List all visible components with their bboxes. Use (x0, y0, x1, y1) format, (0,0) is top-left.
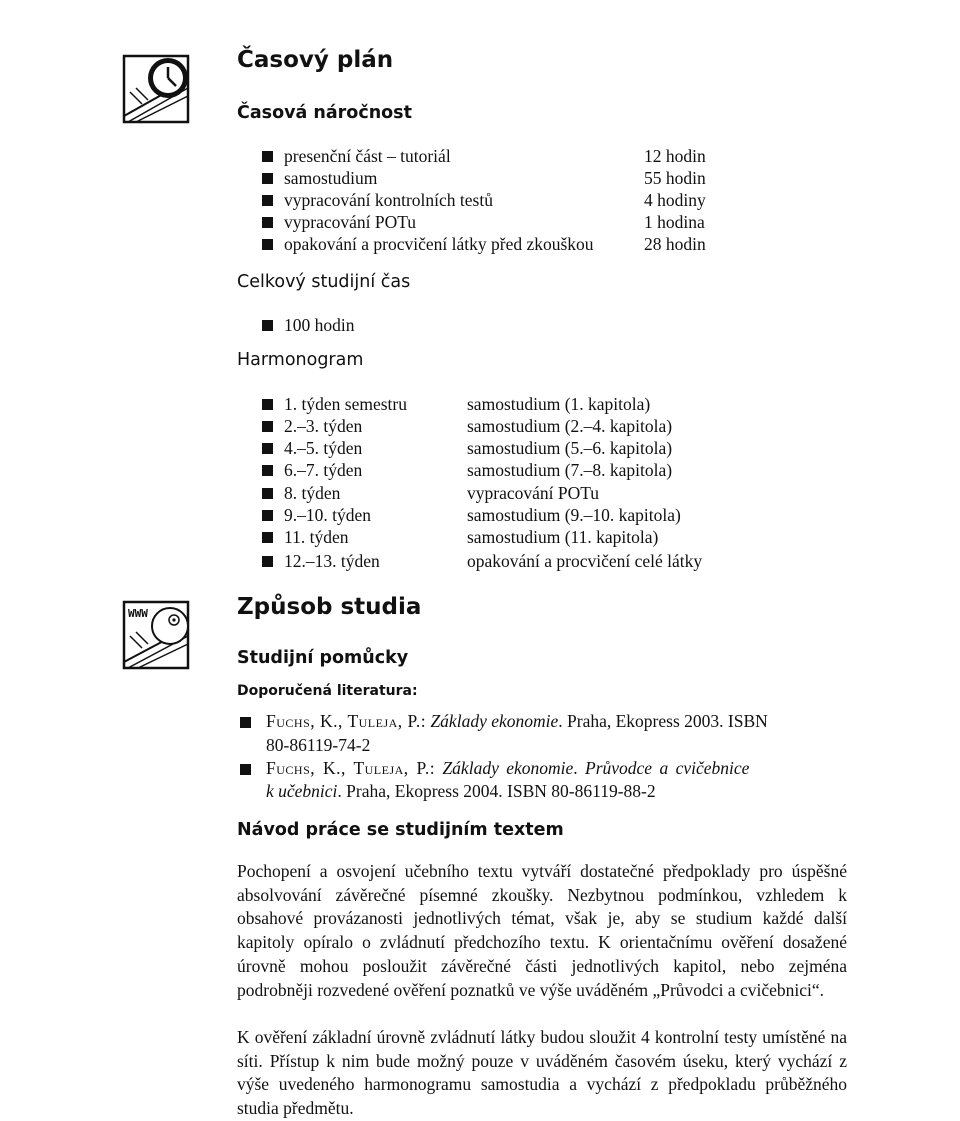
harmonogram-task: samostudium (2.–4. kapitola) (467, 416, 673, 436)
page-title: Časový plán (237, 47, 394, 73)
guide-paragraph-1: Pochopení a osvojení učebního textu vytváří dostatečné předpoklady pro úspěšné absolvování závěrečné písemné zkoušky. Nezbytnou podmínkou, vzhledem k obsahové provázanosti jednotlivých témat, však je, aby se studium každé další kapitoly opíralo o zvládnutí předchozího textu. K orientačnímu ověření dosažené úrovně mohou posloužit závěrečné části jednotlivých kapitol, nebo zejména podrobněji rozvedené ověření poznatků ve výše uváděném „Průvodci a cvičebnici“. (237, 861, 847, 1000)
harmonogram-week: 12.–13. týden (284, 551, 380, 571)
harmonogram-task: samostudium (9.–10. kapitola) (467, 505, 681, 525)
bullet-icon (262, 173, 273, 184)
bullet-icon (262, 239, 273, 250)
bullet-icon (262, 421, 273, 432)
total-heading: Celkový studijní čas (237, 272, 411, 292)
clock-on-book-icon (120, 52, 200, 132)
effort-item-hours: 28 hodin (644, 234, 706, 254)
literature-item (266, 710, 768, 732)
harmonogram-task: samostudium (5.–6. kapitola) (467, 438, 673, 458)
bullet-icon (240, 717, 251, 728)
literature-title: Základy ekonomie (430, 711, 559, 731)
effort-item-label: vypracování POTu (284, 212, 417, 232)
literature-item-cont (266, 780, 656, 802)
harmonogram-week: 2.–3. týden (284, 416, 363, 436)
literature-subtitle-cont: k učebnici (266, 781, 338, 801)
harmonogram-week: 1. týden semestru (284, 394, 407, 414)
guide-heading: Návod práce se studijním textem (237, 820, 564, 840)
effort-item-label: samostudium (284, 168, 378, 188)
effort-item-label: presenční část – tutoriál (284, 146, 451, 166)
bullet-icon (262, 151, 273, 162)
effort-heading: Časová náročnost (237, 103, 412, 123)
bullet-icon (262, 465, 273, 476)
bullet-icon (262, 443, 273, 454)
literature-isbn: 80-86119-74-2 (266, 735, 371, 755)
harmonogram-task: vypracování POTu (467, 483, 600, 503)
literature-publisher: . Praha, Ekopress 2004. ISBN 80-86119-88-2 (337, 781, 656, 801)
literature-publisher: . Praha, Ekopress 2003. ISBN (558, 711, 768, 731)
bullet-icon (262, 217, 273, 228)
bullet-icon (262, 510, 273, 521)
literature-item: Fuchs, K., Tuleja, P.: Základy ekonomie. Průvodce a cvičebnice (266, 758, 750, 778)
effort-item-hours: 1 hodina (644, 212, 705, 232)
harmonogram-week: 9.–10. týden (284, 505, 372, 525)
bullet-icon (262, 399, 273, 410)
harmonogram-task: samostudium (1. kapitola) (467, 394, 651, 414)
effort-item-hours: 12 hodin (644, 146, 706, 166)
total-value: 100 hodin (284, 315, 355, 335)
harmonogram-week: 8. týden (284, 483, 341, 503)
harmonogram-task: opakování a procvičení celé látky (467, 551, 703, 571)
guide-paragraph-2: K ověření základní úrovně zvládnutí látky budou sloužit 4 kontrolní testy umístěné na síti. Přístup k nim bude možný pouze v uváděném časovém úseku, který vychází z výše uvedeného harmonogramu samostudia a vychází z předpokladu průběžného studia předmětu. (237, 1027, 847, 1119)
effort-item-label: opakování a procvičení látky před zkouškou (284, 234, 594, 254)
harmonogram-week: 6.–7. týden (284, 460, 363, 480)
bullet-icon (240, 764, 251, 775)
harmonogram-heading: Harmonogram (237, 350, 364, 370)
literature-subtitle: Průvodce a cvičebnice (585, 758, 750, 778)
literature-title: Základy ekonomie (442, 758, 574, 778)
effort-item-label: vypracování kontrolních testů (284, 190, 493, 210)
harmonogram-week: 4.–5. týden (284, 438, 363, 458)
effort-item-hours: 4 hodiny (644, 190, 706, 210)
literature-heading: Doporučená literatura: (237, 683, 418, 699)
effort-item-hours: 55 hodin (644, 168, 706, 188)
harmonogram-task: samostudium (11. kapitola) (467, 527, 659, 547)
svg-text:WWW: WWW (128, 607, 148, 620)
bullet-icon (262, 532, 273, 543)
aids-heading: Studijní pomůcky (237, 648, 409, 668)
bullet-icon (262, 320, 273, 331)
harmonogram-week: 11. týden (284, 527, 349, 547)
literature-authors: Fuchs, K., Tuleja, P.: (266, 758, 436, 778)
www-cd-book-icon (120, 598, 200, 678)
study-title: Způsob studia (237, 594, 422, 620)
literature-authors: Fuchs, K., Tuleja, P.: (266, 711, 427, 731)
bullet-icon (262, 488, 273, 499)
bullet-icon (262, 556, 273, 567)
harmonogram-task: samostudium (7.–8. kapitola) (467, 460, 673, 480)
bullet-icon (262, 195, 273, 206)
